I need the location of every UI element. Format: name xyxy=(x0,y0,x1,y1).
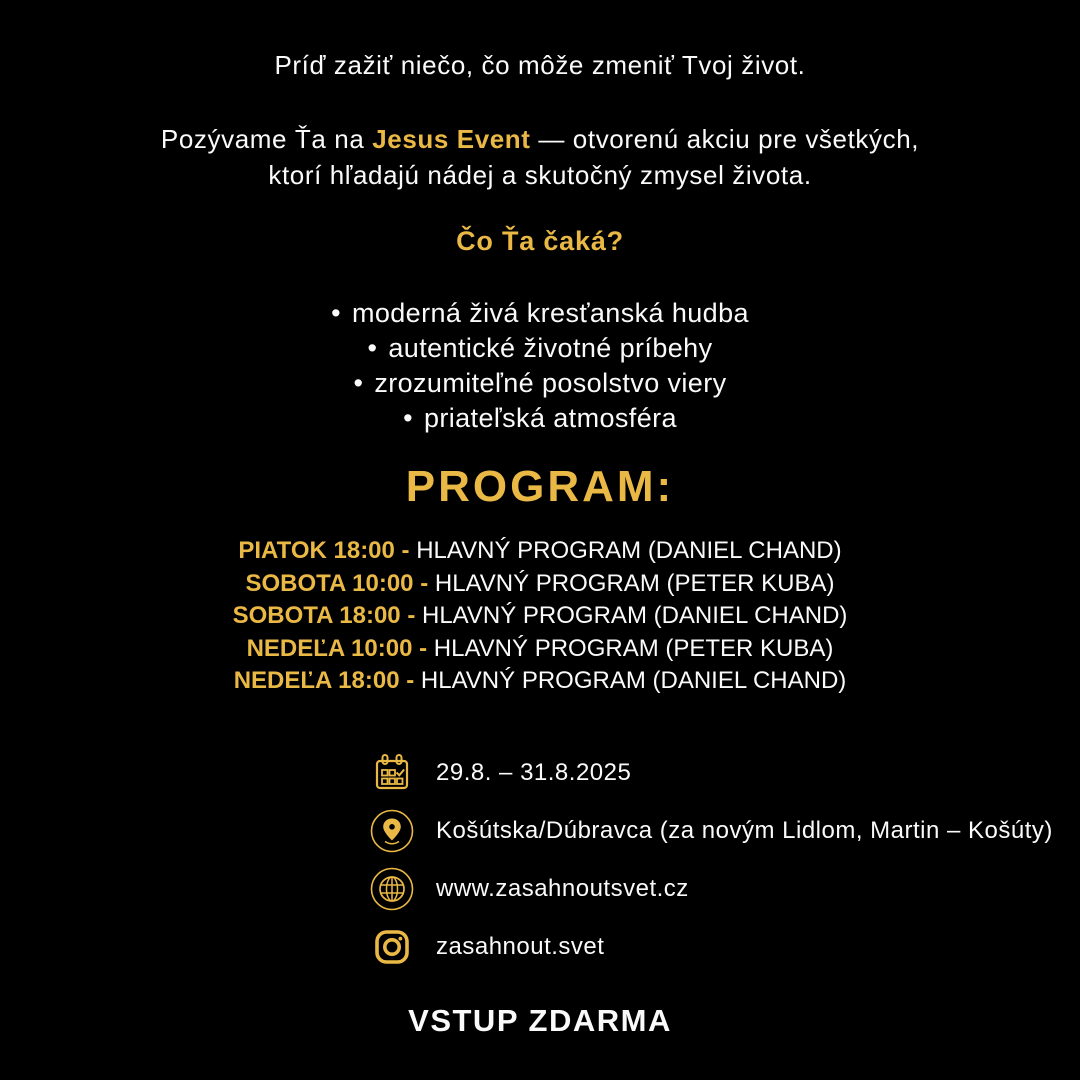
list-item-text: zrozumiteľné posolstvo viery xyxy=(374,368,727,398)
detail-row-date xyxy=(370,751,1070,795)
event-dates: 29.8. – 31.8.2025 xyxy=(436,759,632,786)
program-row xyxy=(0,535,1080,568)
website-url: www.zasahnoutsvet.cz xyxy=(436,875,689,902)
program-row xyxy=(0,568,1080,601)
bullet-icon: • xyxy=(403,403,413,433)
intro-block xyxy=(0,121,1080,193)
instagram-icon xyxy=(370,925,414,969)
program-day-time: NEDEĽA 10:00 - xyxy=(246,634,428,662)
list-item xyxy=(0,401,1080,436)
program-heading: PROGRAM: xyxy=(405,462,675,511)
intro-line-3: ktorí hľadajú nádej a skutočný zmysel života. xyxy=(268,160,812,190)
bullet-icon: • xyxy=(353,368,364,398)
program-description: HLAVNÝ PROGRAM (DANIEL CHAND) xyxy=(416,537,842,564)
detail-row-website xyxy=(370,867,1070,911)
detail-row-instagram xyxy=(370,925,1070,969)
list-item-text: priateľská atmosféra xyxy=(423,403,677,433)
calendar-icon xyxy=(370,751,414,795)
intro-line-2-suffix: — otvorenú akciu pre všetkých, xyxy=(530,124,920,154)
list-item-text: autentické životné príbehy xyxy=(388,333,713,363)
program-list xyxy=(0,535,1080,698)
program-row xyxy=(0,633,1080,666)
globe-icon xyxy=(370,867,414,911)
expect-list xyxy=(0,296,1080,436)
program-description: HLAVNÝ PROGRAM (DANIEL CHAND) xyxy=(422,602,848,629)
intro-line-1: Príď zažiť niečo, čo môže zmeniť Tvoj život. xyxy=(274,50,806,80)
program-day-time: SOBOTA 18:00 - xyxy=(232,602,416,629)
intro-line-2-prefix: Pozývame Ťa na xyxy=(160,124,373,154)
program-row xyxy=(0,600,1080,633)
program-description: HLAVNÝ PROGRAM (DANIEL CHAND) xyxy=(420,667,847,694)
expect-heading: Čo Ťa čaká? xyxy=(456,226,624,256)
list-item xyxy=(0,331,1080,366)
program-description: HLAVNÝ PROGRAM (PETER KUBA) xyxy=(433,634,834,662)
event-name: Jesus Event xyxy=(372,124,531,154)
list-item xyxy=(0,366,1080,401)
detail-row-location xyxy=(370,809,1070,853)
bullet-icon: • xyxy=(331,298,341,328)
program-description: HLAVNÝ PROGRAM (PETER KUBA) xyxy=(434,569,835,597)
program-day-time: SOBOTA 10:00 - xyxy=(245,569,429,597)
list-item-text: moderná živá kresťanská hudba xyxy=(351,298,749,328)
list-item xyxy=(0,296,1080,331)
event-location: Košútska/Dúbravca (za novým Lidlom, Martin – Košúty) xyxy=(436,817,1053,844)
bullet-icon: • xyxy=(367,333,378,363)
instagram-handle: zasahnout.svet xyxy=(436,933,605,960)
program-day-time: PIATOK 18:00 - xyxy=(238,537,410,564)
intro-line-2 xyxy=(0,121,1080,157)
program-row xyxy=(0,665,1080,698)
event-details xyxy=(370,751,1070,983)
program-day-time: NEDEĽA 18:00 - xyxy=(233,667,415,694)
free-entry-note: VSTUP ZDARMA xyxy=(408,1003,672,1038)
location-pin-icon xyxy=(370,809,414,853)
